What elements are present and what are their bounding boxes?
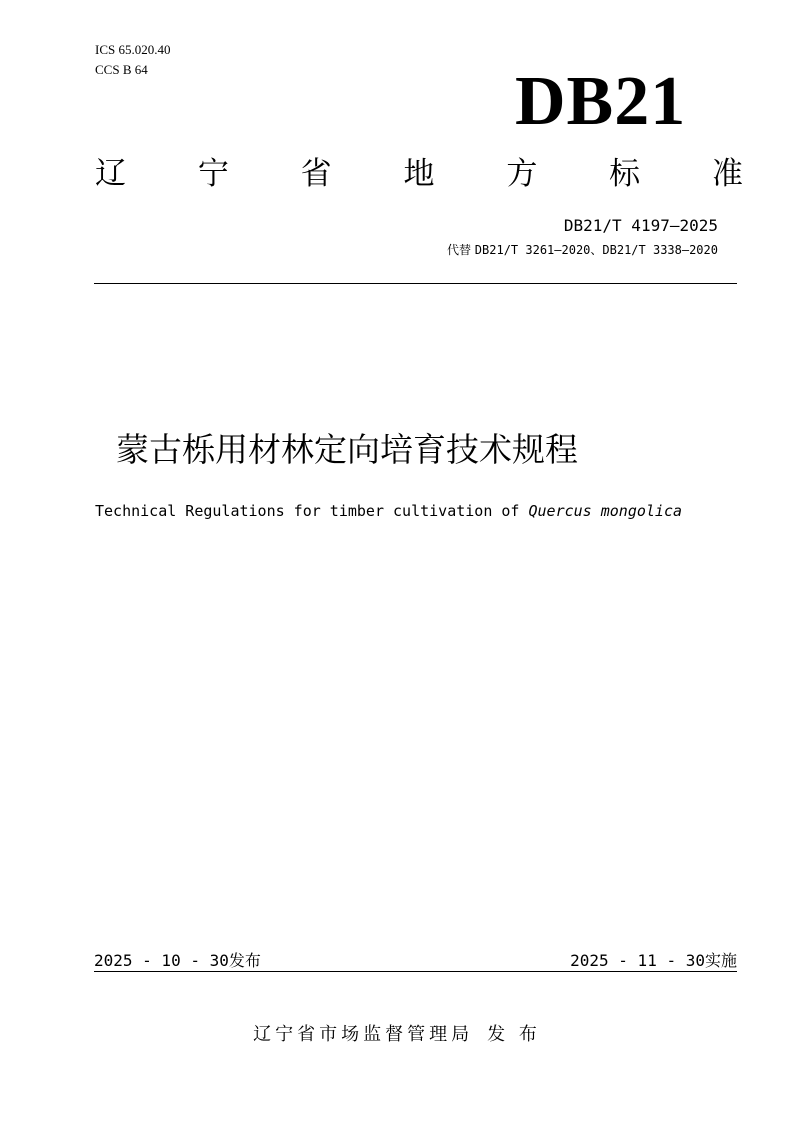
standard-type-char: 方 — [506, 156, 538, 192]
title-english-main: Technical Regulations for timber cultivation of — [95, 502, 529, 520]
publisher-line — [0, 1022, 794, 1048]
implement-date-block — [570, 950, 737, 972]
footer-divider — [94, 971, 737, 972]
replaces-line — [447, 241, 718, 259]
issue-label: 发布 — [228, 951, 261, 970]
standard-type-heading — [95, 152, 743, 196]
implement-date: 2025 - 11 - 30 — [570, 951, 705, 970]
ics-code: ICS 65.020.40 — [95, 42, 171, 57]
title-chinese-wrap — [0, 426, 794, 474]
title-english-species: Quercus mongolica — [528, 502, 683, 520]
title-chinese: 蒙古栎用材林定向培育技术规程 — [116, 430, 578, 469]
replaced-standards: DB21/T 3261—2020、DB21/T 3338—2020 — [474, 243, 718, 257]
publisher-action: 发 布 — [487, 1024, 541, 1045]
issue-date: 2025 - 10 - 30 — [94, 951, 229, 970]
title-english — [95, 500, 682, 522]
standard-type-char: 标 — [609, 156, 641, 192]
publisher-name: 辽宁省市场监督管理局 — [253, 1024, 474, 1045]
standard-number: DB21/T 4197—2025 — [563, 216, 718, 235]
implement-label: 实施 — [704, 951, 737, 970]
classification-block — [95, 40, 170, 80]
replaces-prefix: 代替 — [446, 243, 471, 257]
standard-type-char: 宁 — [197, 156, 229, 192]
db21-logo-code: DB21 — [515, 63, 687, 140]
standard-type-char: 省 — [300, 156, 332, 192]
issue-date-block — [94, 950, 261, 972]
standard-type-char: 地 — [403, 156, 435, 192]
standard-type-char: 准 — [711, 156, 743, 192]
standard-type-char: 辽 — [95, 156, 126, 192]
ccs-code: CCS B 64 — [95, 62, 148, 77]
dates-row — [94, 950, 737, 972]
header-divider — [94, 283, 737, 284]
